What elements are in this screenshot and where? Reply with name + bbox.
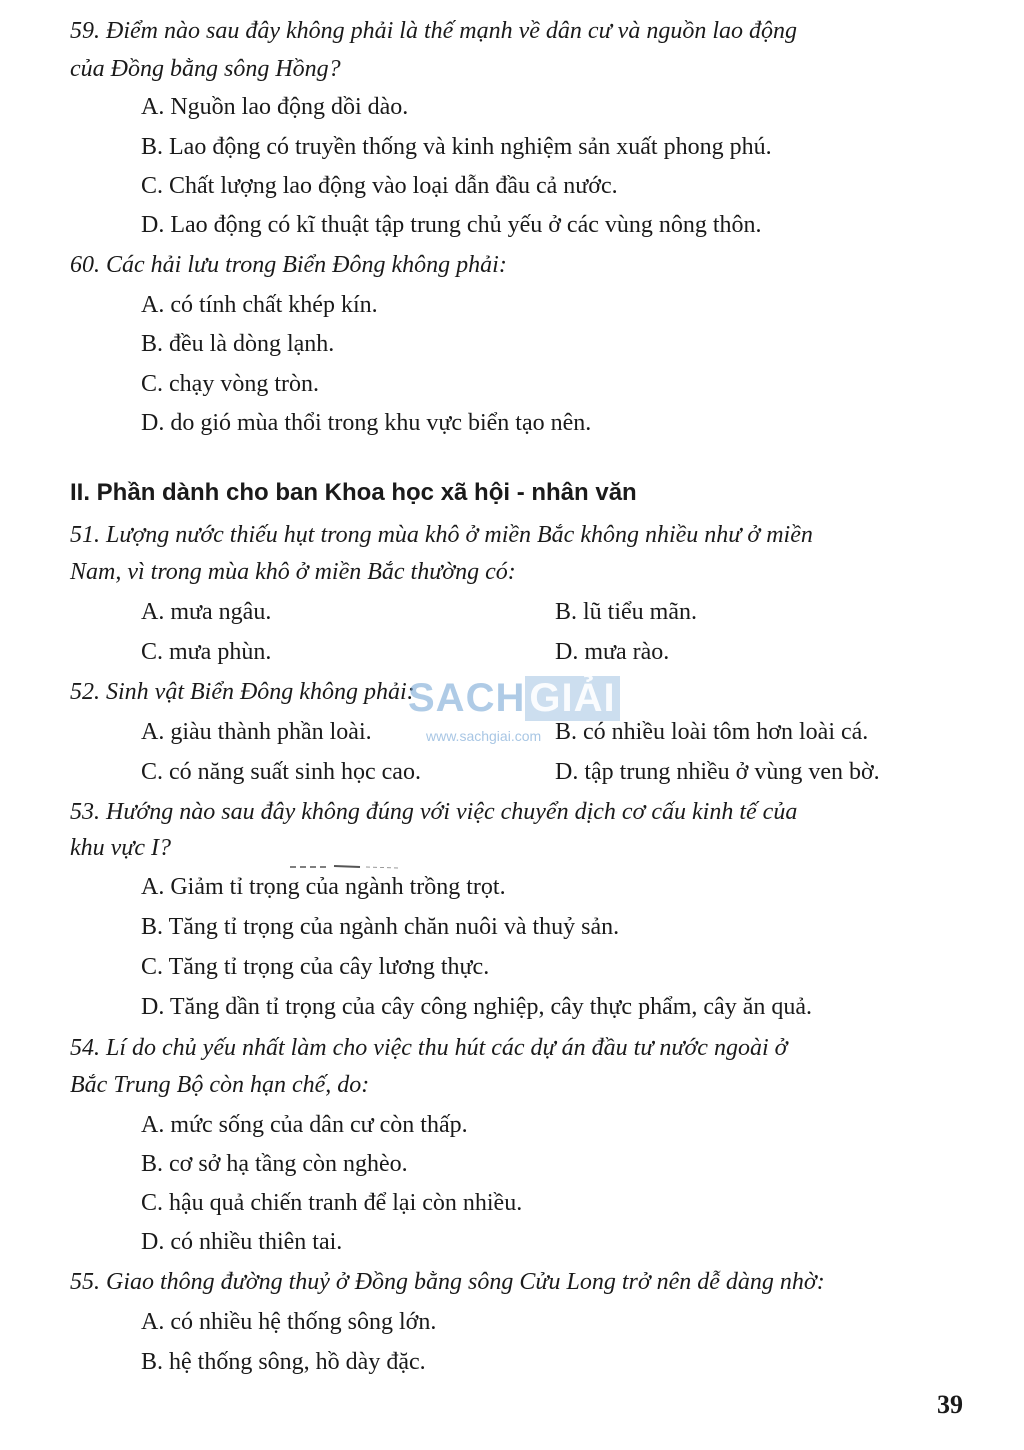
question-59-text: 59. Điểm nào sau đây không phải là thế mạnh về dân cư và nguồn lao động	[70, 18, 797, 44]
question-52-text: 52. Sinh vật Biển Đông không phải:	[70, 679, 415, 705]
question-59-text-continued: của Đồng bằng sông Hồng?	[70, 56, 341, 82]
question-52-option-d: D. tập trung nhiều ở vùng ven bờ.	[555, 759, 880, 785]
question-51-option-d: D. mưa rào.	[555, 639, 670, 665]
watermark-logo-text	[408, 676, 620, 721]
question-53-option-a: A. Giảm tỉ trọng của ngành trồng trọt.	[141, 874, 506, 900]
question-51-text-continued: Nam, vì trong mùa khô ở miền Bắc thường có:	[70, 559, 516, 585]
question-52-option-c: C. có năng suất sinh học cao.	[141, 759, 421, 785]
question-60-option-d: D. do gió mùa thổi trong khu vực biển tạo nên.	[141, 410, 592, 436]
question-51-text: 51. Lượng nước thiếu hụt trong mùa khô ở miền Bắc không nhiều như ở miền	[70, 522, 813, 548]
question-54-option-d: D. có nhiều thiên tai.	[141, 1229, 343, 1255]
question-54-text: 54. Lí do chủ yếu nhất làm cho việc thu hút các dự án đầu tư nước ngoài ở	[70, 1035, 788, 1061]
question-54-option-a: A. mức sống của dân cư còn thấp.	[141, 1112, 468, 1138]
question-59-option-a: A. Nguồn lao động dồi dào.	[141, 94, 409, 120]
pencil-mark	[290, 856, 400, 860]
question-60-option-a: A. có tính chất khép kín.	[141, 292, 378, 318]
question-54-option-c: C. hậu quả chiến tranh để lại còn nhiều.	[141, 1190, 523, 1216]
question-60-option-b: B. đều là dòng lạnh.	[141, 331, 335, 357]
question-59-option-d: D. Lao động có kĩ thuật tập trung chủ yếu ở các vùng nông thôn.	[141, 212, 762, 238]
question-51-option-b: B. lũ tiểu mãn.	[555, 599, 697, 625]
question-51-option-a: A. mưa ngâu.	[141, 599, 272, 625]
question-52-option-a: A. giàu thành phần loài.	[141, 719, 372, 745]
watermark-logo-mark: GIẢI	[525, 676, 619, 721]
question-60-text: 60. Các hải lưu trong Biển Đông không phải:	[70, 252, 507, 278]
question-53-option-b: B. Tăng tỉ trọng của ngành chăn nuôi và thuỷ sản.	[141, 914, 620, 940]
question-53-option-c: C. Tăng tỉ trọng của cây lương thực.	[141, 954, 490, 980]
question-52-option-b: B. có nhiều loài tôm hơn loài cá.	[555, 719, 869, 745]
question-54-text-continued: Bắc Trung Bộ còn hạn chế, do:	[70, 1072, 370, 1098]
watermark-url: www.sachgiai.com	[426, 728, 542, 744]
page-number: 39	[937, 1390, 963, 1419]
question-55-option-a: A. có nhiều hệ thống sông lớn.	[141, 1309, 437, 1335]
question-59-option-c: C. Chất lượng lao động vào loại dẫn đầu cả nước.	[141, 173, 618, 199]
question-51-option-c: C. mưa phùn.	[141, 639, 272, 665]
question-53-option-d: D. Tăng dần tỉ trọng của cây công nghiệp, cây thực phẩm, cây ăn quả.	[141, 994, 813, 1020]
question-53-text: 53. Hướng nào sau đây không đúng với việc chuyển dịch cơ cấu kinh tế của	[70, 799, 798, 825]
watermark-logo-left: SACH	[408, 676, 526, 720]
section-heading: II. Phần dành cho ban Khoa học xã hội - nhân văn	[70, 479, 637, 506]
question-53-text-continued: khu vực I?	[70, 835, 172, 861]
question-55-option-b: B. hệ thống sông, hồ dày đặc.	[141, 1349, 426, 1375]
question-59-option-b: B. Lao động có truyền thống và kinh nghiệm sản xuất phong phú.	[141, 134, 772, 160]
question-55-text: 55. Giao thông đường thuỷ ở Đồng bằng sông Cửu Long trở nên dễ dàng nhờ:	[70, 1269, 825, 1295]
question-60-option-c: C. chạy vòng tròn.	[141, 371, 319, 397]
watermark-logo	[408, 676, 628, 766]
question-54-option-b: B. cơ sở hạ tầng còn nghèo.	[141, 1151, 408, 1177]
